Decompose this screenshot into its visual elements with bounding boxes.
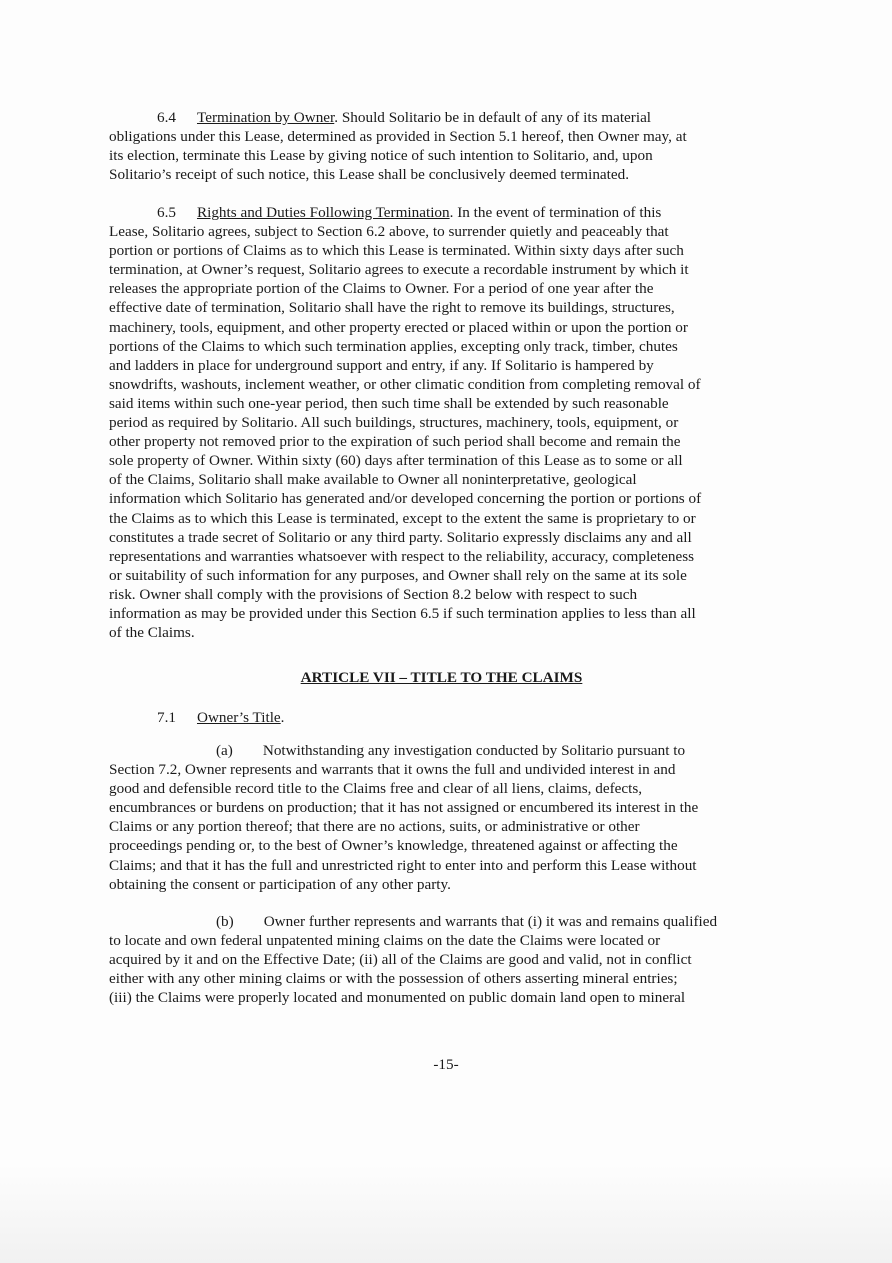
section-6-5-line: or suitability of such information for any purposes, and Owner shall rely on the same at its sole [109, 566, 687, 584]
section-7-1-a-label: (a) [216, 742, 233, 759]
section-7-1-b-line: either with any other mining claims or with the possession of others asserting mineral entries; [109, 970, 678, 988]
section-7-1-heading-line: 7.1 Owner’s Title. [157, 709, 285, 726]
section-6-5-line-1: 6.5 Rights and Duties Following Termination. In the event of termination of this [157, 204, 662, 221]
section-7-1-a-line: Claims or any portion thereof; that there are no actions, suits, or administrative or other [109, 818, 640, 836]
section-7-1-b-label: (b) [216, 913, 234, 930]
section-7-1-a [109, 741, 774, 894]
section-7-1-b-line: (iii) the Claims were properly located and monumented on public domain land open to mineral [109, 989, 686, 1007]
section-6-5-line: Lease, Solitario agrees, subject to Section 6.2 above, to surrender quietly and peaceably that [109, 223, 669, 241]
section-7-1-a-line: Claims; and that it has the full and unrestricted right to enter into and perform this Lease without [109, 856, 697, 874]
section-6-5-line: information which Solitario has generated and/or developed concerning the portion or portions of [109, 490, 702, 508]
section-6-5-line: representations and warranties whatsoever with respect to the reliability, accuracy, completeness [109, 547, 695, 565]
section-6-5-line: period as required by Solitario. All such buildings, structures, machinery, tools, equipment, or [109, 414, 679, 432]
section-7-1-a-line: obtaining the consent or participation of any other party. [109, 875, 451, 893]
section-7-1-a-line-1 [109, 741, 774, 760]
scan-shadow [0, 1165, 892, 1263]
section-7-1-b-line: to locate and own federal unpatented mining claims on the date the Claims were located or [109, 932, 661, 950]
section-6-5-line: risk. Owner shall comply with the provisions of Section 8.2 below with respect to such [109, 585, 638, 603]
section-6-5-number: 6.5 [157, 204, 176, 221]
section-7-1-b-text: Owner further represents and warrants that (i) it was and remains qualified [263, 913, 718, 930]
section-6-4-text: Should Solitario be in default of any of its material [341, 109, 652, 126]
section-7-1-a-line: proceedings pending or, to the best of Owner’s knowledge, threatened against or affecting the [109, 837, 678, 855]
section-6-5-line: sole property of Owner. Within sixty (60) days after termination of this Lease as to some or all [109, 452, 683, 470]
section-7-1-b-line: acquired by it and on the Effective Date; (ii) all of the Claims are good and valid, not in conflict [109, 951, 692, 969]
section-6-5-line: constitutes a trade secret of Solitario or any third party. Solitario expressly disclaims any and all [109, 528, 692, 546]
page-number: -15- [433, 1056, 459, 1073]
section-6-5-line: machinery, tools, equipment, and other property erected or placed within or upon the portion or [109, 318, 688, 336]
section-7-1-b-line-1 [109, 912, 774, 931]
section-6-5-line: portion or portions of Claims as to which this Lease is terminated. Within sixty days after such [109, 242, 684, 260]
section-6-5-line: and ladders in place for underground support and entry, if any. If Solitario is hampered by [109, 356, 654, 374]
section-7-1-a-line: good and defensible record title to the Claims free and clear of all liens, claims, defects, [109, 780, 643, 798]
section-6-5-line: portions of the Claims to which such termination applies, excepting only track, timber, chutes [109, 337, 678, 355]
section-6-4-line: obligations under this Lease, determined as provided in Section 5.1 hereof, then Owner may, at [109, 128, 687, 146]
section-6-5-line: other property not removed prior to the expiration of such period shall become and remain the [109, 433, 681, 451]
section-6-5-line: snowdrifts, washouts, inclement weather, or other climatic condition from completing removal of [109, 375, 701, 393]
section-7-1-a-line: encumbrances or burdens on production; that it has not assigned or encumbered its interest in the [109, 799, 699, 817]
section-6-5-line: effective date of termination, Solitario shall have the right to remove its buildings, structures, [109, 299, 675, 317]
section-7-1-number: 7.1 [157, 709, 176, 726]
section-6-5-line: of the Claims. [109, 624, 195, 642]
section-6-4 [109, 108, 774, 184]
section-7-1-heading: Owner’s Title [196, 709, 281, 726]
section-6-5-line: said items within such one-year period, then such time shall be extended by such reasonable [109, 394, 669, 412]
section-6-5-line: information as may be provided under this Section 6.5 if such termination applies to less than all [109, 604, 696, 622]
section-6-4-number: 6.4 [157, 109, 176, 126]
section-7-1-a-line: Section 7.2, Owner represents and warrants that it owns the full and undivided interest in and [109, 761, 676, 779]
section-7-1-a-text: Notwithstanding any investigation conducted by Solitario pursuant to [262, 742, 686, 759]
section-6-4-line: Solitario’s receipt of such notice, this Lease shall be conclusively deemed terminated. [109, 166, 630, 184]
section-6-5-line: of the Claims, Solitario shall make available to Owner all noninterpretative, geological [109, 471, 637, 489]
section-6-4-heading: Termination by Owner [196, 109, 335, 126]
section-6-5-line: termination, at Owner’s request, Solitario agrees to execute a recordable instrument by which it [109, 261, 689, 279]
section-6-5-line: the Claims as to which this Lease is terminated, except to the extent the same is proprietary to or [109, 509, 696, 527]
section-6-4-line: its election, terminate this Lease by giving notice of such intention to Solitario, and, upon [109, 147, 653, 165]
section-6-5 [109, 203, 774, 642]
section-6-5-heading: Rights and Duties Following Termination [196, 204, 450, 221]
article-7-title: ARTICLE VII – TITLE TO THE CLAIMS [300, 669, 583, 686]
section-7-1-b [109, 912, 774, 1007]
section-6-5-text: In the event of termination of this [457, 204, 662, 221]
section-6-4-line-1: 6.4 Termination by Owner. Should Solitario be in default of any of its material [157, 109, 652, 126]
section-6-5-line: releases the appropriate portion of the Claims to Owner. For a period of one year after the [109, 280, 654, 298]
